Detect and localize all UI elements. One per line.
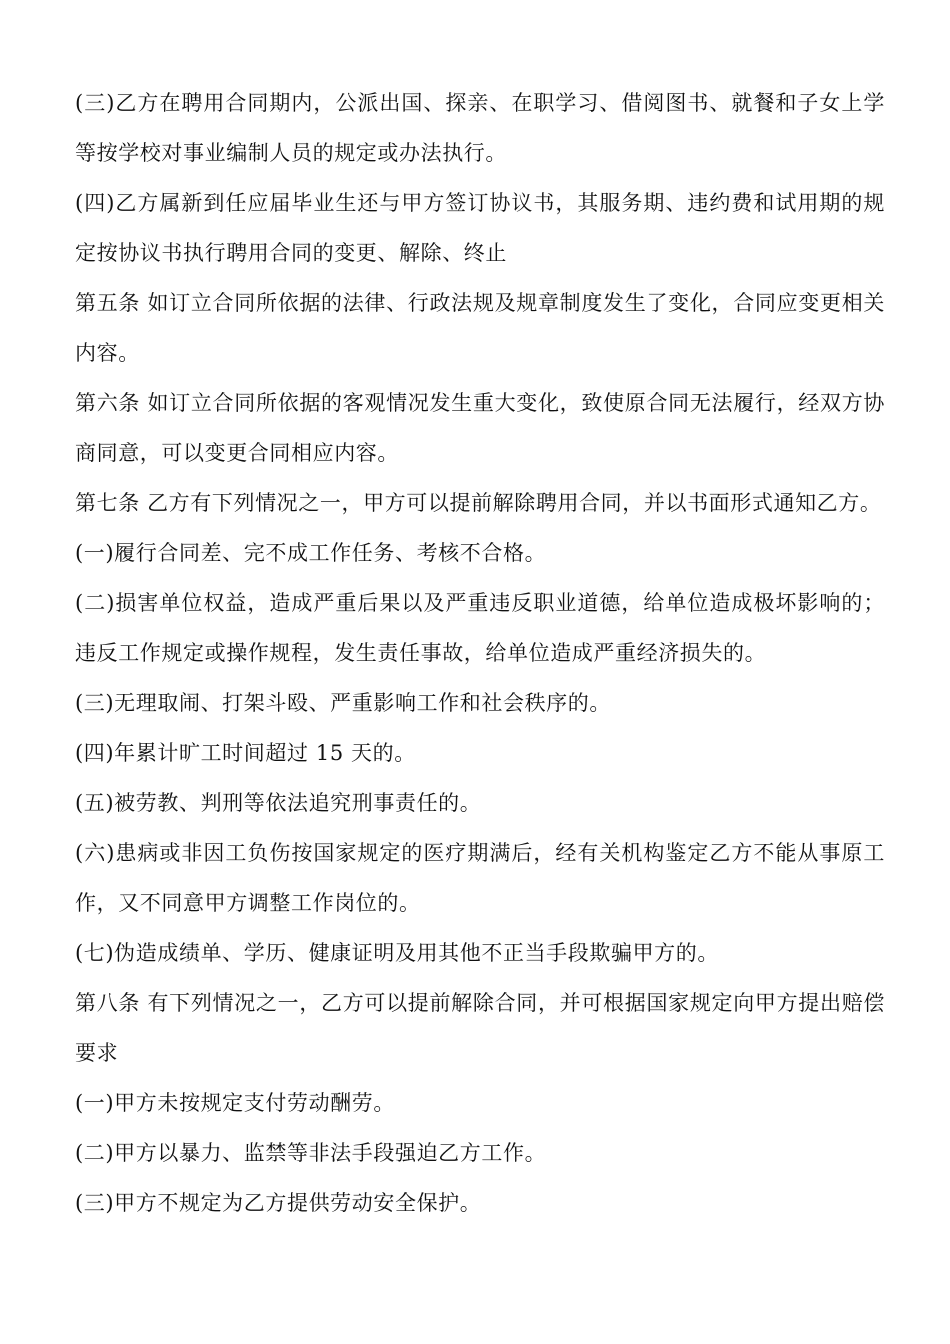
paragraph-article-8-item-1: (一)甲方未按规定支付劳动酬劳。	[75, 1091, 395, 1115]
paragraph-article-5: 第五条 如订立合同所依据的法律、行政法规及规章制度发生了变化，合同应变更相关内容。	[75, 291, 885, 365]
paragraph-clause-3-benefits: (三)乙方在聘用合同期内，公派出国、探亲、在职学习、借阅图书、就餐和子女上学等按学校对事业编制人员的规定或办法执行。	[75, 91, 885, 165]
paragraph-article-7-item-3: (三)无理取闹、打架斗殴、严重影响工作和社会秩序的。	[75, 691, 611, 715]
paragraph-clause-4-graduates: (四)乙方属新到任应届毕业生还与甲方签订协议书，其服务期、违约费和试用期的规定按协议书执行聘用合同的变更、解除、终止	[75, 191, 885, 265]
paragraph-article-7-item-6: (六)患病或非因工负伤按国家规定的医疗期满后，经有关机构鉴定乙方不能从事原工作，又不同意甲方调整工作岗位的。	[75, 841, 885, 915]
paragraph-article-6: 第六条 如订立合同所依据的客观情况发生重大变化，致使原合同无法履行，经双方协商同意，可以变更合同相应内容。	[75, 391, 885, 465]
paragraph-article-8: 第八条 有下列情况之一，乙方可以提前解除合同，并可根据国家规定向甲方提出赔偿要求	[75, 991, 885, 1065]
paragraph-article-7-item-1: (一)履行合同差、完不成工作任务、考核不合格。	[75, 541, 547, 565]
paragraph-article-7: 第七条 乙方有下列情况之一，甲方可以提前解除聘用合同，并以书面形式通知乙方。	[75, 491, 882, 515]
paragraph-article-7-item-7: (七)伪造成绩单、学历、健康证明及用其他不正当手段欺骗甲方的。	[75, 941, 719, 965]
paragraph-article-8-item-3: (三)甲方不规定为乙方提供劳动安全保护。	[75, 1191, 482, 1215]
paragraph-article-7-item-4: (四)年累计旷工时间超过 15 天的。	[75, 741, 416, 765]
document-page	[75, 78, 885, 1228]
paragraph-article-8-item-2: (二)甲方以暴力、监禁等非法手段强迫乙方工作。	[75, 1141, 547, 1165]
paragraph-article-7-item-2: (二)损害单位权益，造成严重后果以及严重违反职业道德，给单位造成极坏影响的；违反工作规定或操作规程，发生责任事故，给单位造成严重经济损失的。	[75, 591, 885, 665]
paragraph-article-7-item-5: (五)被劳教、判刑等依法追究刑事责任的。	[75, 791, 482, 815]
